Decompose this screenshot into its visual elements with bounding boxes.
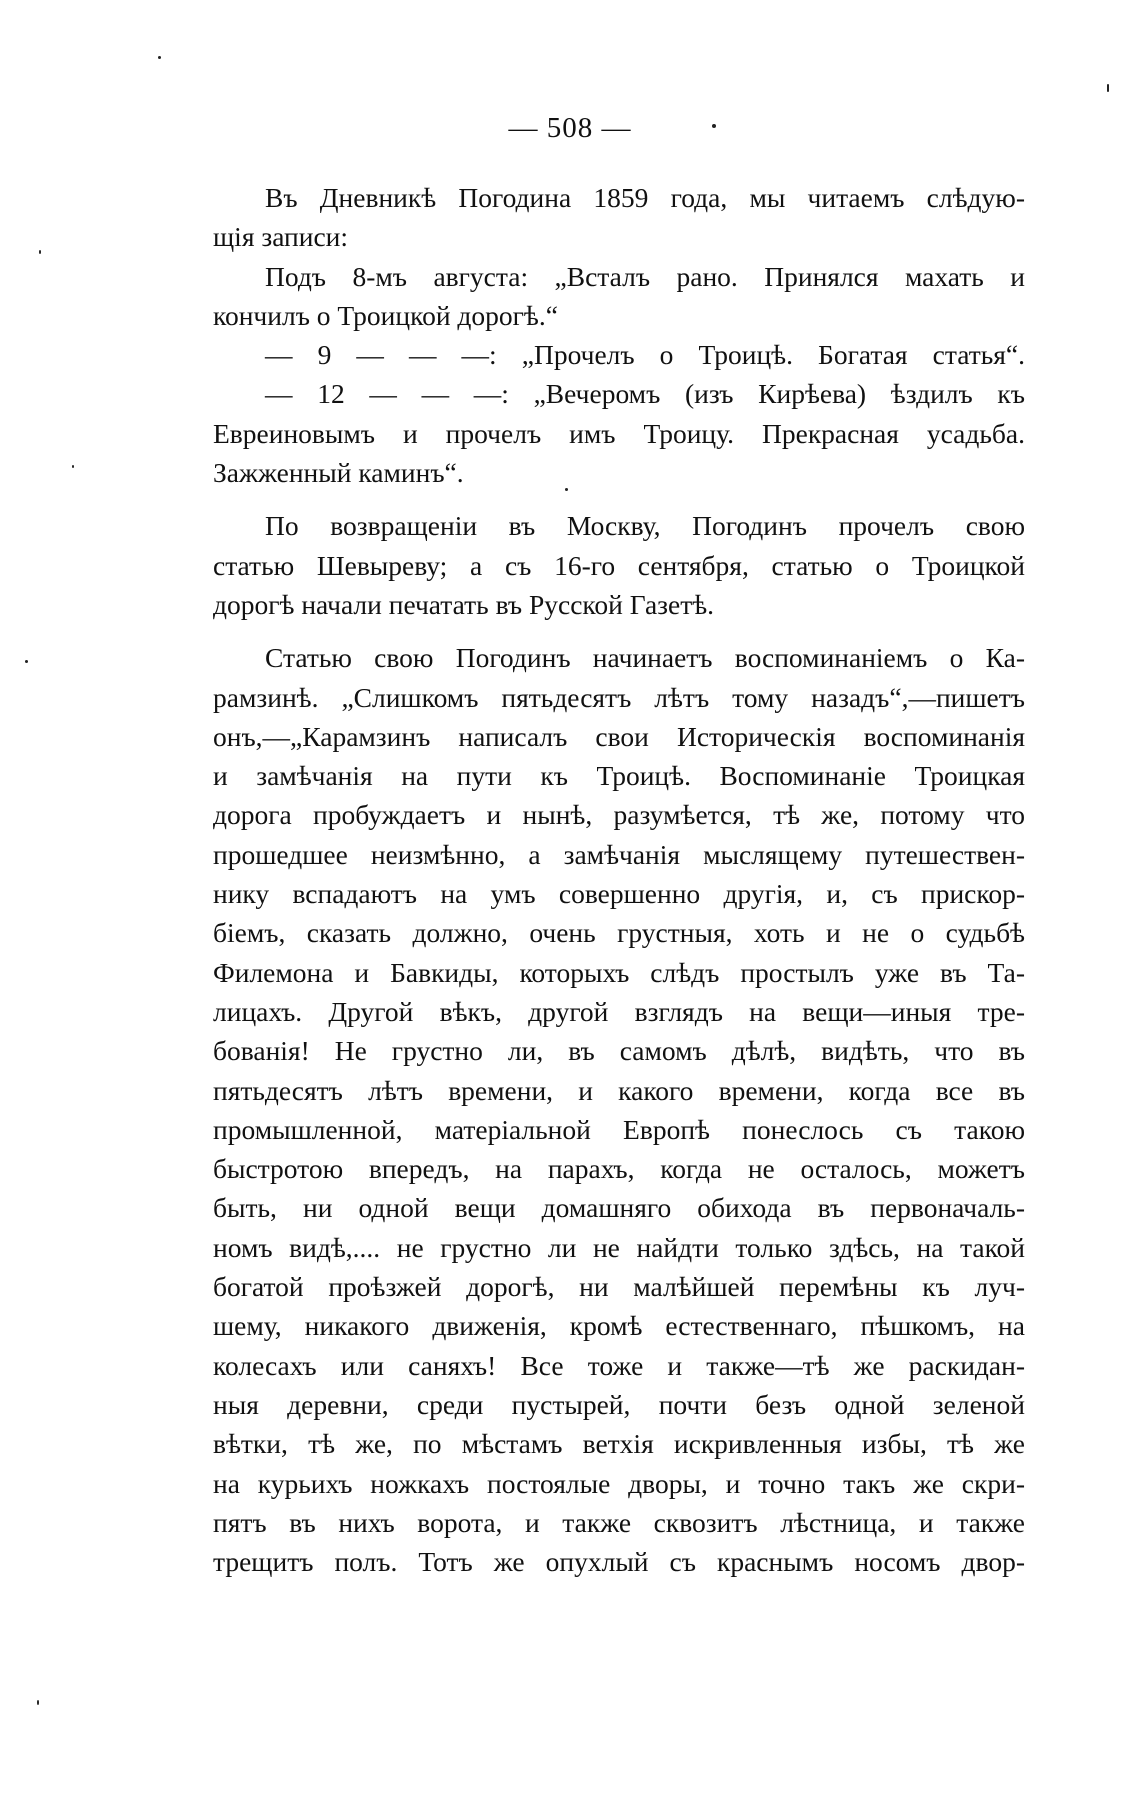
text-line: пятъ въ нихъ ворота, и также сквозитъ лѣстница, и также <box>213 1506 1025 1538</box>
text-line: Евреиновымъ и прочелъ имъ Троицу. Прекрасная усадьба. <box>213 417 1025 449</box>
text-line: богатой проѣзжей дорогѣ, ни малѣйшей перемѣны къ луч- <box>213 1271 1025 1303</box>
text-line: Зажженный каминъ“. <box>213 457 464 489</box>
paragraph-entry-12 <box>213 374 1025 492</box>
text-line: нику вспадаютъ на умъ совершенно другія, и, съ прискор- <box>213 878 1025 910</box>
text-line: Въ Дневникѣ Погодина 1859 года, мы читаемъ слѣдую- <box>265 182 1025 213</box>
scan-speck <box>37 1700 39 1705</box>
text-line: шему, никакого движенія, кромѣ естественнаго, пѣшкомъ, на <box>213 1310 1025 1342</box>
text-line: біемъ, сказать должно, очень грустныя, хоть и не о судьбѣ <box>213 917 1025 949</box>
text-line: колесахъ или саняхъ! Все тоже и также—тѣ же раскидан- <box>213 1349 1025 1381</box>
text-line: Филемона и Бавкиды, которыхъ слѣдъ простылъ уже въ Та- <box>213 956 1025 988</box>
text-line: По возвращеніи въ Москву, Погодинъ прочелъ свою <box>265 510 1025 542</box>
paragraph-diary-intro <box>213 178 1025 257</box>
paragraph-spacer <box>213 624 1025 638</box>
text-line: и замѣчанія на пути къ Троицѣ. Воспоминаніе Троицкая <box>213 760 1025 792</box>
text-line: вѣтки, тѣ же, по мѣстамъ ветхія искривленныя избы, тѣ же <box>213 1428 1025 1460</box>
scan-speck <box>25 660 28 663</box>
text-line: дорогѣ начали печатать въ Русской Газетѣ. <box>213 588 715 620</box>
scan-speck <box>39 250 41 254</box>
text-line: кончилъ о Троицкой дорогѣ.“ <box>213 299 558 331</box>
text-line: лицахъ. Другой вѣкъ, другой взглядъ на вещи—иныя тре- <box>213 995 1025 1027</box>
page-number: — 508 — <box>508 112 632 144</box>
text-line: ныя деревни, среди пустырей, почти безъ одной зеленой <box>213 1388 1025 1420</box>
text-line: — 12 — — —: „Вечеромъ (изъ Кирѣева) ѣздилъ къ <box>265 378 1025 410</box>
text-line: пятьдесятъ лѣтъ времени, и какого времени, когда все въ <box>213 1074 1025 1106</box>
text-line: дорога пробуждаетъ и нынѣ, разумѣется, тѣ же, потому что <box>213 799 1025 831</box>
text-line: Статью свою Погодинъ начинаетъ воспоминаніемъ о Ка- <box>265 642 1025 674</box>
text-line: щія записи: <box>213 221 349 253</box>
scan-speck <box>1107 84 1109 92</box>
text-line: на курьихъ ножкахъ постоялые дворы, и точно такъ же скри- <box>213 1467 1025 1499</box>
scan-speck <box>72 465 74 468</box>
text-line: быстротою впередъ, на парахъ, когда не осталось, можетъ <box>213 1153 1025 1185</box>
paragraph-entry-august-8 <box>213 257 1025 336</box>
text-line: Подъ 8-мъ августа: „Всталъ рано. Принялся махать и <box>265 260 1025 292</box>
paragraph-entry-9 <box>213 335 1025 374</box>
paragraph-spacer <box>213 492 1025 506</box>
paragraph-return-to-moscow <box>213 506 1025 624</box>
text-line: трещитъ полъ. Тотъ же опухлый съ краснымъ носомъ двор- <box>213 1546 1025 1578</box>
text-line: бованія! Не грустно ли, въ самомъ дѣлѣ, видѣть, что въ <box>213 1035 1025 1067</box>
text-line: прошедшее неизмѣнно, а замѣчанія мыслящему путешествен- <box>213 838 1025 870</box>
text-line: — 9 — — —: „Прочелъ о Троицѣ. Богатая статья“. <box>265 339 1025 371</box>
body-text <box>213 178 1025 1581</box>
scan-speck <box>712 124 716 128</box>
scan-speck <box>158 56 161 59</box>
paragraph-karamzin-recollection <box>213 638 1025 1581</box>
text-line: онъ,—„Карамзинъ написалъ свои Историческія воспоминанія <box>213 720 1025 752</box>
text-line: статью Шевыреву; а съ 16-го сентября, статью о Троицкой <box>213 549 1025 581</box>
text-line: промышленной, матеріальной Европѣ понеслось съ такою <box>213 1113 1025 1145</box>
text-line: быть, ни одной вещи домашняго обихода въ первоначаль- <box>213 1192 1025 1224</box>
scan-speck <box>565 488 568 491</box>
text-line: номъ видѣ,.... не грустно ли не найдти только здѣсь, на такой <box>213 1231 1025 1263</box>
text-line: рамзинѣ. „Слишкомъ пятьдесятъ лѣтъ тому назадъ“,—пишетъ <box>213 681 1025 713</box>
